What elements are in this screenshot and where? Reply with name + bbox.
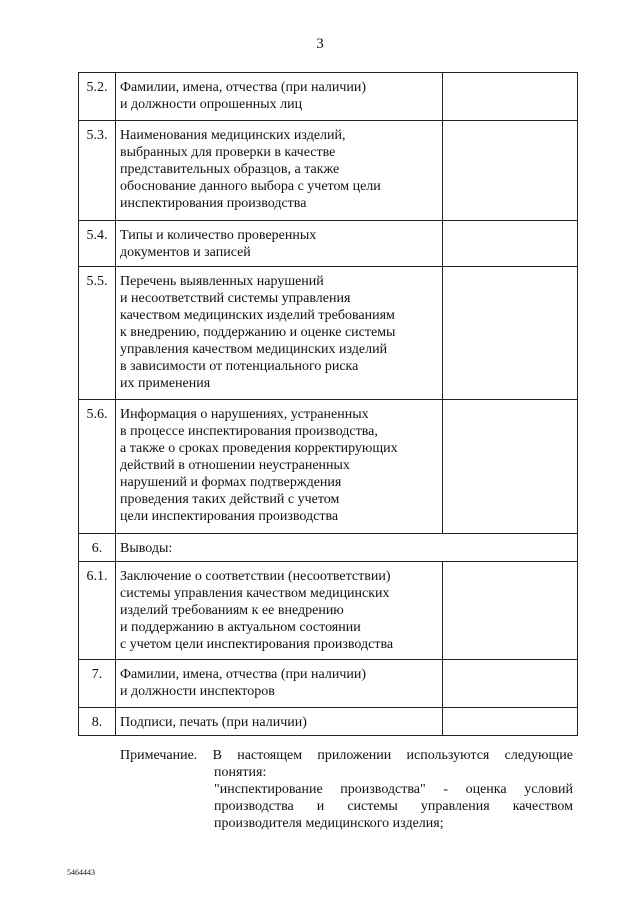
- row-number: 8.: [79, 708, 116, 736]
- inspection-report-table: [78, 72, 578, 736]
- row-number: 5.4.: [79, 221, 116, 267]
- table-row: [79, 400, 578, 534]
- note-definition: "инспектирование производства" - оценка условий производства и системы управления качеством производителя медицинского изделия;: [214, 782, 573, 831]
- table-row: [79, 534, 578, 562]
- document-code: 5464443: [67, 868, 95, 877]
- row-value-cell: [443, 400, 578, 534]
- row-description: Выводы:: [116, 534, 578, 562]
- table-row: [79, 708, 578, 736]
- row-number: 5.5.: [79, 267, 116, 400]
- page-number: 3: [316, 36, 324, 52]
- row-description: Информация о нарушениях, устраненных в процессе инспектирования производства, а также о сроках проведения корректирующих действий в отношении неустраненных нарушений и формах подтверждения проведения таких действий с учетом цели инспектирования производства: [116, 400, 443, 534]
- row-number: 6.1.: [79, 562, 116, 660]
- row-number: 6.: [79, 534, 116, 562]
- row-number: 5.3.: [79, 121, 116, 221]
- row-description: Заключение о соответствии (несоответствии) системы управления качеством медицинских изделий требованиям к ее внедрению и поддержанию в актуальном состоянии с учетом цели инспектирования производства: [116, 562, 443, 660]
- row-value-cell: [443, 562, 578, 660]
- note-word: используются: [406, 748, 490, 763]
- row-number: 5.6.: [79, 400, 116, 534]
- row-description: Фамилии, имена, отчества (при наличии) и должности опрошенных лиц: [116, 73, 443, 121]
- row-number: 7.: [79, 660, 116, 708]
- row-description: Наименования медицинских изделий, выбранных для проверки в качестве представительных образцов, а также обоснование данного выбора с учетом цели инспектирования производства: [116, 121, 443, 221]
- note-word: настоящем: [237, 748, 303, 763]
- row-number: 5.2.: [79, 73, 116, 121]
- note-word: следующие: [504, 748, 573, 763]
- note-label: Примечание.: [120, 748, 198, 763]
- row-value-cell: [443, 267, 578, 400]
- table-row: [79, 221, 578, 267]
- table-row: [79, 267, 578, 400]
- row-description: Перечень выявленных нарушений и несоответствий системы управления качеством медицинских изделий требованиям к внедрению, поддержанию и оценке системы управления качеством медицинских изделий в зависимости от потенциального риска их применения: [116, 267, 443, 400]
- table-row: [79, 660, 578, 708]
- row-value-cell: [443, 221, 578, 267]
- row-description: Подписи, печать (при наличии): [116, 708, 443, 736]
- row-description: Фамилии, имена, отчества (при наличии) и должности инспекторов: [116, 660, 443, 708]
- note-word: В: [212, 748, 222, 763]
- row-value-cell: [443, 708, 578, 736]
- row-value-cell: [443, 121, 578, 221]
- row-value-cell: [443, 660, 578, 708]
- row-value-cell: [443, 73, 578, 121]
- note-word: приложении: [317, 748, 392, 763]
- table-row: [79, 121, 578, 221]
- note-block: [120, 747, 573, 832]
- note-second-line: понятия:: [214, 765, 267, 780]
- table-row: [79, 562, 578, 660]
- note-first-line: [120, 747, 573, 764]
- row-description: Типы и количество проверенных документов и записей: [116, 221, 443, 267]
- table-row: [79, 73, 578, 121]
